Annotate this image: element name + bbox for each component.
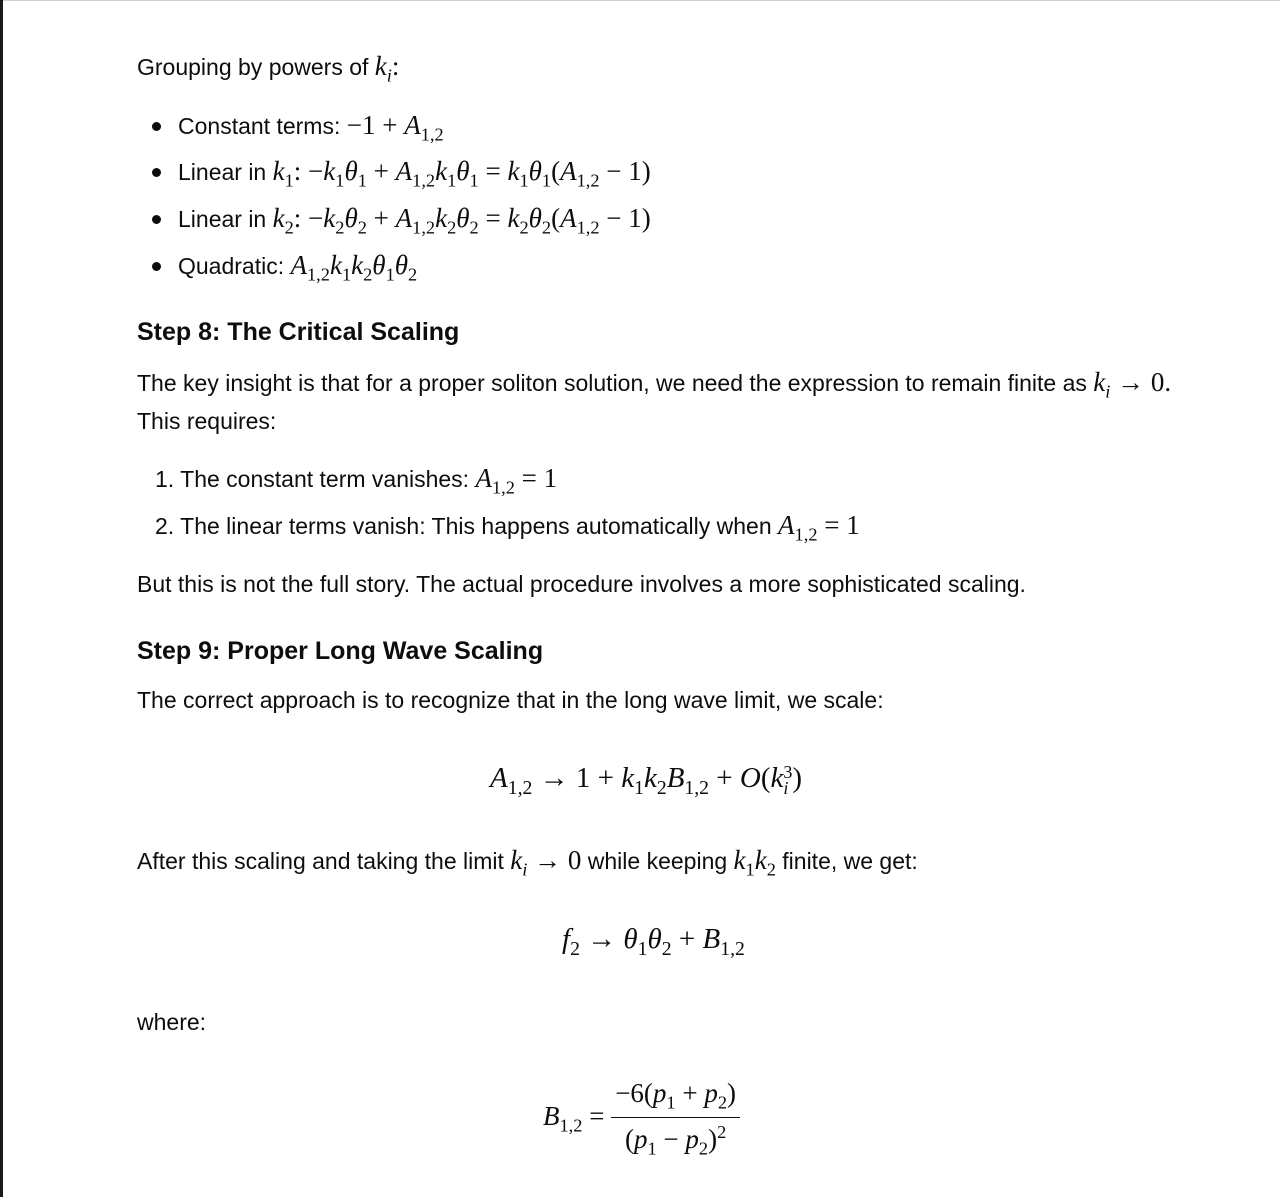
step8-list-item-1 (155, 463, 557, 502)
after-math-product: $k_1k_2$ (733, 845, 776, 880)
b12-numerator: $-6(p_1 + p_2)$ (611, 1078, 740, 1118)
bullet-dot (152, 122, 161, 131)
after-math-limit: $k_i \to 0$ (510, 845, 582, 880)
after-text: finite, we get: (775, 848, 918, 874)
list-item-label: Linear in (178, 206, 273, 232)
bullet-dot (152, 262, 161, 271)
where-label: where: (137, 1009, 207, 1035)
step8-list-item-label: 2. The linear terms vanish: This happens automatically when (155, 513, 779, 539)
step8-list-item-label: 1. The constant term vanishes: (155, 466, 476, 492)
list-item-quadratic (178, 250, 417, 289)
after-text: while keeping (581, 848, 734, 874)
top-border (0, 0, 1280, 1)
bullet-dot (152, 168, 161, 177)
step8-closing: But this is not the full story. The actual procedure involves a more sophisticated scaling. (137, 571, 1026, 597)
step9-heading: Step 9: Proper Long Wave Scaling (137, 637, 544, 665)
b12-fraction (611, 1078, 740, 1160)
list-item-math: $k_1$: $-k_1\theta_1 + A_{1,2}k_1\theta_1 = k_1\theta_1(A_{1,2} - 1)$ (272, 156, 651, 191)
step8-paragraph-text: The key insight is that for a proper soliton solution, we need the expression to remain finite as (137, 370, 1094, 396)
intro-label: Grouping by powers of (137, 54, 375, 80)
step8-list-item-2 (155, 510, 860, 549)
step8-paragraph-math: $k_i \to 0$. (1093, 367, 1172, 402)
step9-paragraph: The correct approach is to recognize that in the long wave limit, we scale: (137, 687, 884, 713)
equation-b12: $B_{1,2}$ = $\frac{-6(p_1 + p_2)}{(p_1 - p_2)^2}$ (543, 1078, 740, 1160)
list-item-math: $k_2$: $-k_2\theta_2 + A_{1,2}k_2\theta_2 = k_2\theta_2(A_{1,2} - 1)$ (272, 203, 651, 238)
equation-scaling: $A_{1,2} \to 1 + k_1k_2B_{1,2} + O(k$ 3 i ) (490, 762, 803, 799)
bullet-dot (152, 215, 161, 224)
after-text: After this scaling and taking the limit (137, 848, 511, 874)
list-item-label: Linear in (178, 159, 273, 185)
list-item-label: Quadratic: (178, 253, 291, 279)
intro-line (137, 51, 399, 90)
left-border (0, 0, 3, 1197)
intro-math: $k_i$: (374, 51, 400, 86)
equation-f2: $f_2 \to \theta_1\theta_2 + B_{1,2}$ (562, 923, 745, 960)
step8-heading: Step 8: The Critical Scaling (137, 318, 460, 346)
b12-denominator: $(p_1 - p_2)^2$ (624, 1122, 727, 1159)
step8-list-item-math: $A_{1,2} = 1$ (778, 510, 860, 545)
list-item-math: $A_{1,2}k_1k_2\theta_1\theta_2$ (290, 250, 418, 285)
step8-paragraph-line1 (137, 367, 1171, 406)
step9-after-line (137, 845, 918, 884)
list-item-math: $-1 + A_{1,2}$ (346, 110, 444, 145)
list-item-constant (178, 110, 444, 149)
list-item-linear-k2 (178, 203, 651, 242)
list-item-linear-k1 (178, 156, 651, 195)
list-item-label: Constant terms: (178, 113, 347, 139)
step8-paragraph-line2: This requires: (137, 408, 277, 434)
step8-list-item-math: $A_{1,2} = 1$ (475, 463, 558, 498)
